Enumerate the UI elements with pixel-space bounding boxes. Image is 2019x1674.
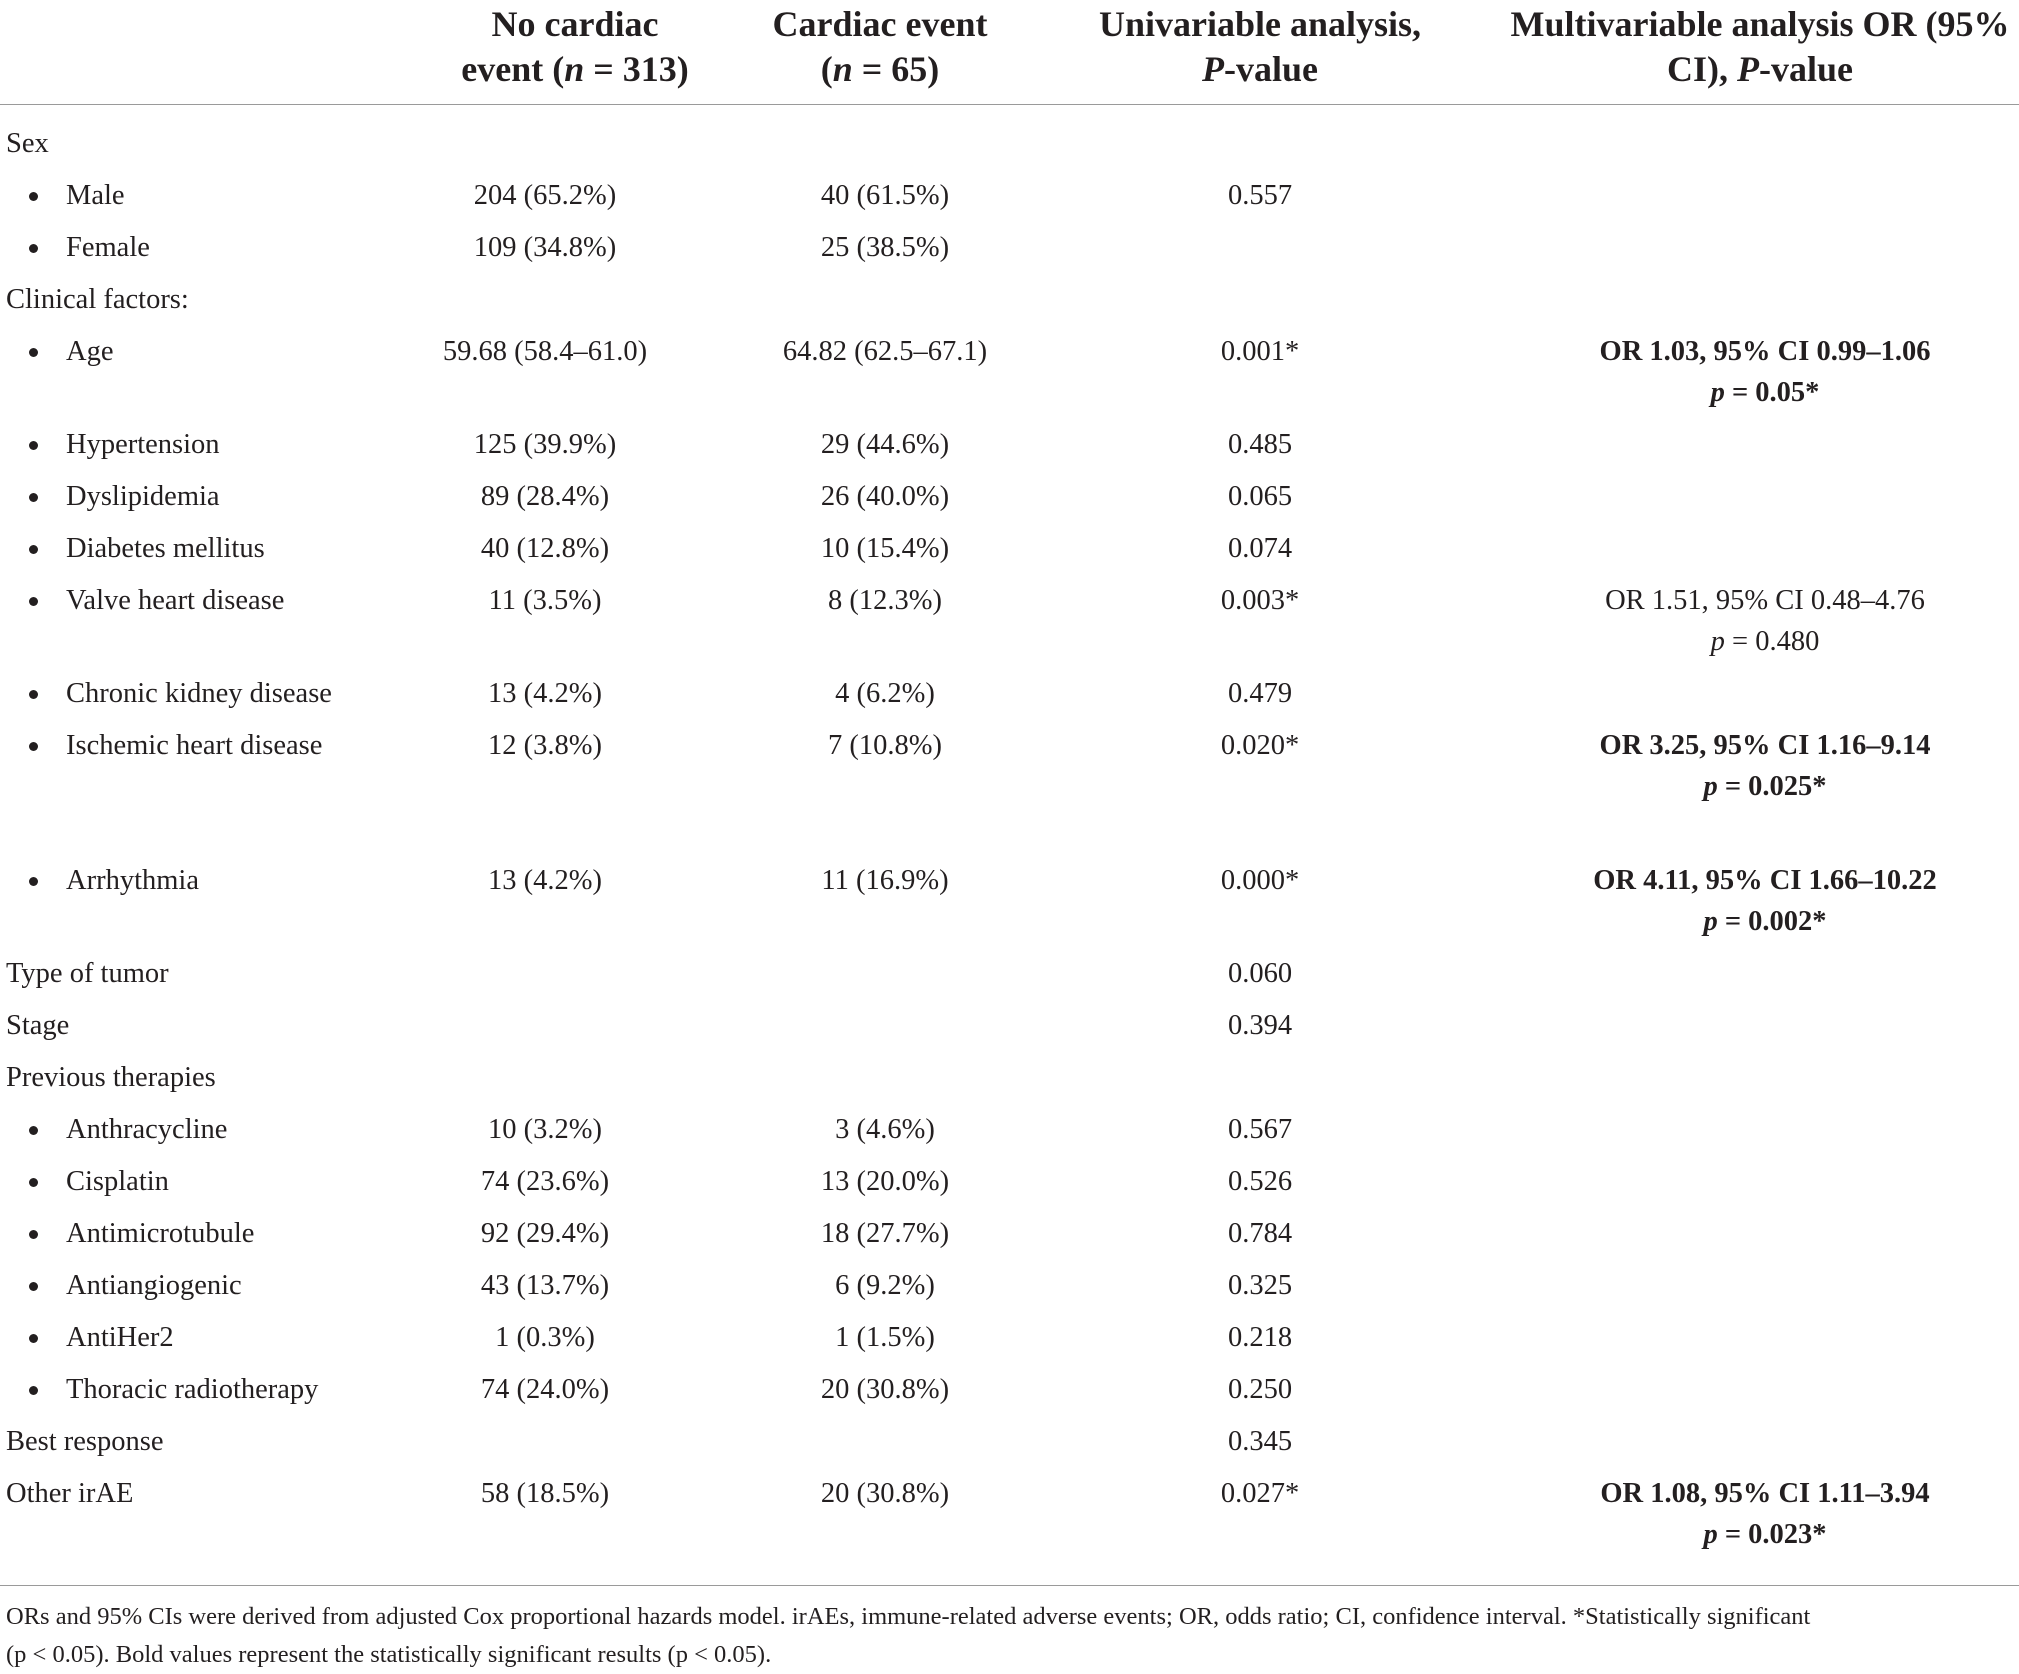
multivariable-or: OR 4.11, 95% CI 1.66–10.22 bbox=[1593, 865, 1937, 896]
row-label: Chronic kidney disease bbox=[66, 678, 332, 709]
multivariable-or: OR 3.25, 95% CI 1.16–9.14 bbox=[1599, 730, 1931, 761]
table-row bbox=[0, 673, 2019, 725]
cell-no-cardiac-event: 43 (13.7%) bbox=[480, 1270, 610, 1301]
bullet-icon bbox=[29, 1126, 38, 1135]
bullet-icon bbox=[29, 877, 38, 886]
footnote-line-2: (p < 0.05). Bold values represent the statistically significant results (p < 0.05). bbox=[6, 1641, 772, 1668]
row-label: Arrhythmia bbox=[66, 865, 199, 896]
table-row bbox=[0, 175, 2019, 227]
bullet-icon bbox=[29, 742, 38, 751]
cell-univariable-p: 0.000* bbox=[1220, 865, 1300, 896]
row-label: Valve heart disease bbox=[66, 585, 285, 616]
cell-univariable-p: 0.567 bbox=[1227, 1114, 1293, 1145]
cell-no-cardiac-event: 204 (65.2%) bbox=[473, 180, 617, 211]
cell-cardiac-event: 20 (30.8%) bbox=[820, 1374, 950, 1405]
table-footnote bbox=[0, 1585, 2019, 1674]
cell-cardiac-event: 4 (6.2%) bbox=[835, 678, 935, 709]
cell-no-cardiac-event: 12 (3.8%) bbox=[488, 730, 602, 761]
table-row bbox=[0, 1317, 2019, 1369]
cell-cardiac-event: 64.82 (62.5–67.1) bbox=[782, 336, 988, 367]
cell-no-cardiac-event: 58 (18.5%) bbox=[480, 1478, 610, 1509]
cell-univariable-p: 0.479 bbox=[1227, 678, 1293, 709]
cell-multivariable bbox=[1555, 860, 1975, 942]
row-label: Antiangiogenic bbox=[66, 1270, 242, 1301]
table-row bbox=[0, 1109, 2019, 1161]
cell-cardiac-event: 6 (9.2%) bbox=[835, 1270, 935, 1301]
bullet-icon bbox=[29, 441, 38, 450]
cell-no-cardiac-event: 59.68 (58.4–61.0) bbox=[442, 336, 648, 367]
row-label: Diabetes mellitus bbox=[66, 533, 265, 564]
cell-cardiac-event: 1 (1.5%) bbox=[835, 1322, 935, 1353]
bullet-icon bbox=[29, 1230, 38, 1239]
bullet-icon bbox=[29, 597, 38, 606]
cell-univariable-p: 0.020* bbox=[1220, 730, 1300, 761]
bullet-icon bbox=[29, 1334, 38, 1343]
bullet-icon bbox=[29, 244, 38, 253]
bullet-icon bbox=[29, 348, 38, 357]
cell-univariable-p: 0.557 bbox=[1227, 180, 1293, 211]
cell-cardiac-event: 26 (40.0%) bbox=[820, 481, 950, 512]
cell-no-cardiac-event: 125 (39.9%) bbox=[473, 429, 617, 460]
cell-no-cardiac-event: 89 (28.4%) bbox=[480, 481, 610, 512]
cell-univariable-p: 0.060 bbox=[1227, 958, 1293, 989]
table-row bbox=[0, 1161, 2019, 1213]
cell-no-cardiac-event: 92 (29.4%) bbox=[480, 1218, 610, 1249]
cell-cardiac-event: 40 (61.5%) bbox=[820, 180, 950, 211]
cell-no-cardiac-event: 74 (23.6%) bbox=[480, 1166, 610, 1197]
cell-cardiac-event: 29 (44.6%) bbox=[820, 429, 950, 460]
cell-cardiac-event: 25 (38.5%) bbox=[820, 232, 950, 263]
table-row bbox=[0, 227, 2019, 279]
cell-no-cardiac-event: 13 (4.2%) bbox=[488, 678, 602, 709]
table-row bbox=[0, 953, 2019, 1005]
table-header bbox=[0, 0, 2019, 105]
cell-no-cardiac-event: 11 (3.5%) bbox=[488, 585, 602, 616]
cell-no-cardiac-event: 13 (4.2%) bbox=[488, 865, 602, 896]
cell-no-cardiac-event: 74 (24.0%) bbox=[480, 1374, 610, 1405]
cell-multivariable bbox=[1555, 580, 1975, 662]
row-label: Type of tumor bbox=[6, 958, 169, 989]
multivariable-p: p = 0.023* bbox=[1703, 1519, 1827, 1550]
table-row bbox=[0, 331, 2019, 424]
header-multivariable-analysis: Multivariable analysis OR (95% CI), P-value bbox=[1510, 4, 2010, 89]
row-label: Stage bbox=[6, 1010, 70, 1041]
cell-cardiac-event: 13 (20.0%) bbox=[820, 1166, 950, 1197]
cell-multivariable bbox=[1555, 1473, 1975, 1555]
cell-no-cardiac-event: 10 (3.2%) bbox=[488, 1114, 602, 1145]
cell-no-cardiac-event: 40 (12.8%) bbox=[480, 533, 610, 564]
table-row bbox=[0, 279, 2019, 331]
bullet-icon bbox=[29, 545, 38, 554]
cell-univariable-p: 0.074 bbox=[1227, 533, 1293, 564]
row-label: Hypertension bbox=[66, 429, 220, 460]
cell-univariable-p: 0.003* bbox=[1220, 585, 1300, 616]
header-cardiac-event: Cardiac event (n = 65) bbox=[772, 4, 988, 89]
cell-univariable-p: 0.345 bbox=[1227, 1426, 1293, 1457]
table-row bbox=[0, 476, 2019, 528]
cell-cardiac-event: 7 (10.8%) bbox=[828, 730, 942, 761]
table-row bbox=[0, 1369, 2019, 1421]
table-row bbox=[0, 1005, 2019, 1057]
row-label: Dyslipidemia bbox=[66, 481, 220, 512]
row-label: Thoracic radiotherapy bbox=[66, 1374, 319, 1405]
header-univariable-analysis: Univariable analysis, P-value bbox=[1098, 4, 1422, 89]
row-label: Sex bbox=[6, 128, 49, 159]
multivariable-p: p = 0.05* bbox=[1710, 377, 1820, 408]
multivariable-p: p = 0.025* bbox=[1703, 771, 1827, 802]
row-label: Male bbox=[66, 180, 125, 211]
table-row bbox=[0, 1057, 2019, 1109]
row-label: AntiHer2 bbox=[66, 1322, 174, 1353]
cell-multivariable bbox=[1555, 725, 1975, 807]
row-label: Clinical factors: bbox=[6, 284, 189, 315]
table-row bbox=[0, 580, 2019, 673]
cell-univariable-p: 0.325 bbox=[1227, 1270, 1293, 1301]
footnote-line-1: ORs and 95% CIs were derived from adjusted Cox proportional hazards model. irAEs, immune-related adverse events; OR, odds ratio; CI, confidence interval. *Statistically significant bbox=[6, 1603, 1811, 1630]
row-label: Age bbox=[66, 336, 114, 367]
cell-multivariable bbox=[1555, 331, 1975, 413]
cell-no-cardiac-event: 1 (0.3%) bbox=[495, 1322, 595, 1353]
cell-cardiac-event: 20 (30.8%) bbox=[820, 1478, 950, 1509]
row-label: Antimicrotubule bbox=[66, 1218, 255, 1249]
table-row bbox=[0, 1473, 2019, 1566]
cell-no-cardiac-event: 109 (34.8%) bbox=[473, 232, 617, 263]
cell-cardiac-event: 10 (15.4%) bbox=[820, 533, 950, 564]
table-body bbox=[0, 105, 2019, 1566]
multivariable-or: OR 1.03, 95% CI 0.99–1.06 bbox=[1599, 336, 1931, 367]
row-label: Cisplatin bbox=[66, 1166, 169, 1197]
bullet-icon bbox=[29, 192, 38, 201]
multivariable-or: OR 1.08, 95% CI 1.11–3.94 bbox=[1600, 1478, 1930, 1509]
table-row bbox=[0, 725, 2019, 860]
table-row bbox=[0, 123, 2019, 175]
row-label: Ischemic heart disease bbox=[66, 730, 323, 761]
cell-cardiac-event: 18 (27.7%) bbox=[820, 1218, 950, 1249]
multivariable-or: OR 1.51, 95% CI 0.48–4.76 bbox=[1605, 585, 1925, 616]
row-label: Anthracycline bbox=[66, 1114, 228, 1145]
row-label: Other irAE bbox=[6, 1478, 134, 1509]
cell-univariable-p: 0.218 bbox=[1227, 1322, 1293, 1353]
table-row bbox=[0, 1265, 2019, 1317]
cell-univariable-p: 0.065 bbox=[1227, 481, 1293, 512]
cell-univariable-p: 0.526 bbox=[1227, 1166, 1293, 1197]
bullet-icon bbox=[29, 690, 38, 699]
cell-cardiac-event: 3 (4.6%) bbox=[835, 1114, 935, 1145]
table-row bbox=[0, 860, 2019, 953]
cell-univariable-p: 0.001* bbox=[1220, 336, 1300, 367]
multivariable-p: p = 0.002* bbox=[1703, 906, 1827, 937]
cell-univariable-p: 0.784 bbox=[1227, 1218, 1293, 1249]
bullet-icon bbox=[29, 1282, 38, 1291]
cell-univariable-p: 0.027* bbox=[1220, 1478, 1300, 1509]
multivariable-p: p = 0.480 bbox=[1710, 626, 1820, 657]
cell-cardiac-event: 11 (16.9%) bbox=[821, 865, 949, 896]
bullet-icon bbox=[29, 1178, 38, 1187]
bullet-icon bbox=[29, 493, 38, 502]
row-label: Best response bbox=[6, 1426, 164, 1457]
bullet-icon bbox=[29, 1386, 38, 1395]
cell-univariable-p: 0.394 bbox=[1227, 1010, 1293, 1041]
table-row bbox=[0, 1213, 2019, 1265]
cell-univariable-p: 0.250 bbox=[1227, 1374, 1293, 1405]
cell-univariable-p: 0.485 bbox=[1227, 429, 1293, 460]
table-row bbox=[0, 1421, 2019, 1473]
header-no-cardiac-event: No cardiac event (n = 313) bbox=[461, 4, 689, 89]
row-label: Previous therapies bbox=[6, 1062, 216, 1093]
row-label: Female bbox=[66, 232, 150, 263]
table-row bbox=[0, 528, 2019, 580]
cell-cardiac-event: 8 (12.3%) bbox=[828, 585, 942, 616]
table-row bbox=[0, 424, 2019, 476]
